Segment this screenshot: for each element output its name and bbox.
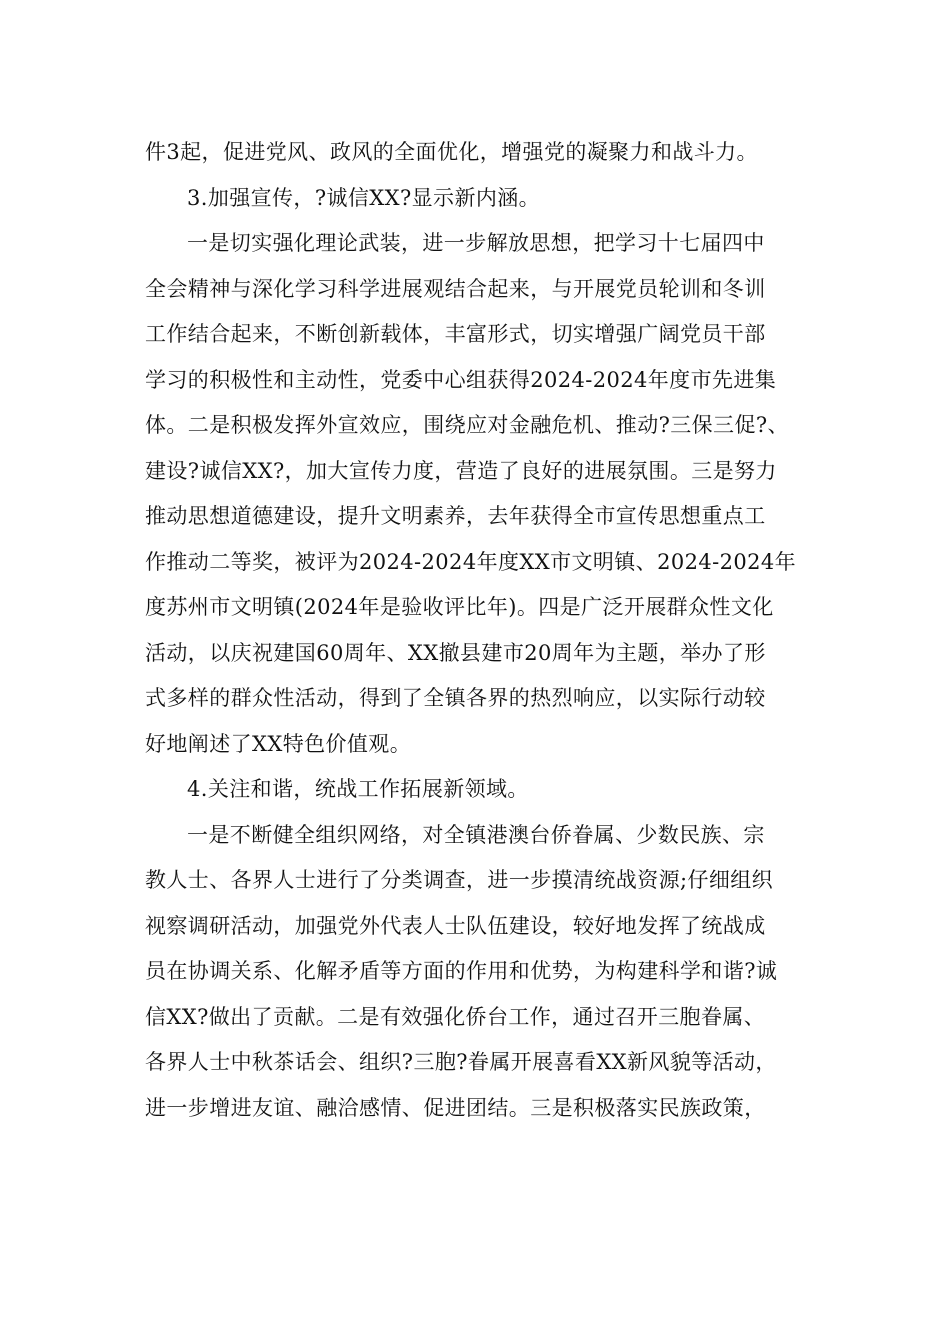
text-line: 件3起，促进党风、政风的全面优化，增强党的凝聚力和战斗力。: [145, 140, 758, 164]
text-line: 员在协调关系、化解矛盾等方面的作用和优势，为构建科学和谐?诚: [145, 959, 778, 983]
text-line: 视察调研活动，加强党外代表人士队伍建设，较好地发挥了统战成: [145, 913, 766, 938]
text-line: 学习的积极性和主动性，党委中心组获得2024-2024年度市先进集: [145, 367, 777, 392]
text-line: 各界人士中秋茶话会、组织?三胞?眷属开展喜看XX新风貌等活动，: [145, 1050, 777, 1074]
text-line: 4.关注和谐，统战工作拓展新领域。: [187, 777, 529, 801]
body-text: [145, 130, 807, 1131]
text-line: 建设?诚信XX?，加大宣传力度，营造了良好的进展氛围。三是努力: [145, 458, 777, 483]
text-line: 一是不断健全组织网络，对全镇港澳台侨眷属、少数民族、宗: [187, 822, 765, 847]
text-line: 作推动二等奖，被评为2024-2024年度XX市文明镇、2024-2024年: [145, 549, 797, 574]
text-line: 活动，以庆祝建国60周年、XX撤县建市20周年为主题，举办了形: [145, 640, 766, 665]
text-line: 度苏州市文明镇(2024年是验收评比年)。四是广泛开展群众性文化: [145, 595, 774, 619]
text-line: 工作结合起来，不断创新载体，丰富形式，切实增强广阔党员干部: [145, 322, 766, 346]
text-line: 好地阐述了XX特色价值观。: [145, 731, 412, 756]
text-line: 信XX?做出了贡献。二是有效强化侨台工作，通过召开三胞眷属、: [145, 1004, 766, 1029]
text-line: 推动思想道德建设，提升文明素养，去年获得全市宣传思想重点工: [145, 504, 766, 528]
text-line: 3.加强宣传，?诚信XX?显示新内涵。: [187, 185, 541, 210]
text-line: 进一步增进友谊、融洽感情、促进团结。三是积极落实民族政策，: [145, 1095, 766, 1120]
text-line: 一是切实强化理论武装，进一步解放思想，把学习十七届四中: [187, 231, 765, 255]
text-line: 式多样的群众性活动，得到了全镇各界的热烈响应，以实际行动较: [145, 686, 766, 710]
text-line: 体。二是积极发挥外宣效应，围绕应对金融危机、推动?三保三促?、: [145, 413, 789, 437]
text-line: 教人士、各界人士进行了分类调查，进一步摸清统战资源;仔细组织: [145, 868, 774, 892]
text-line: 全会精神与深化学习科学进展观结合起来，与开展党员轮训和冬训: [145, 276, 766, 301]
